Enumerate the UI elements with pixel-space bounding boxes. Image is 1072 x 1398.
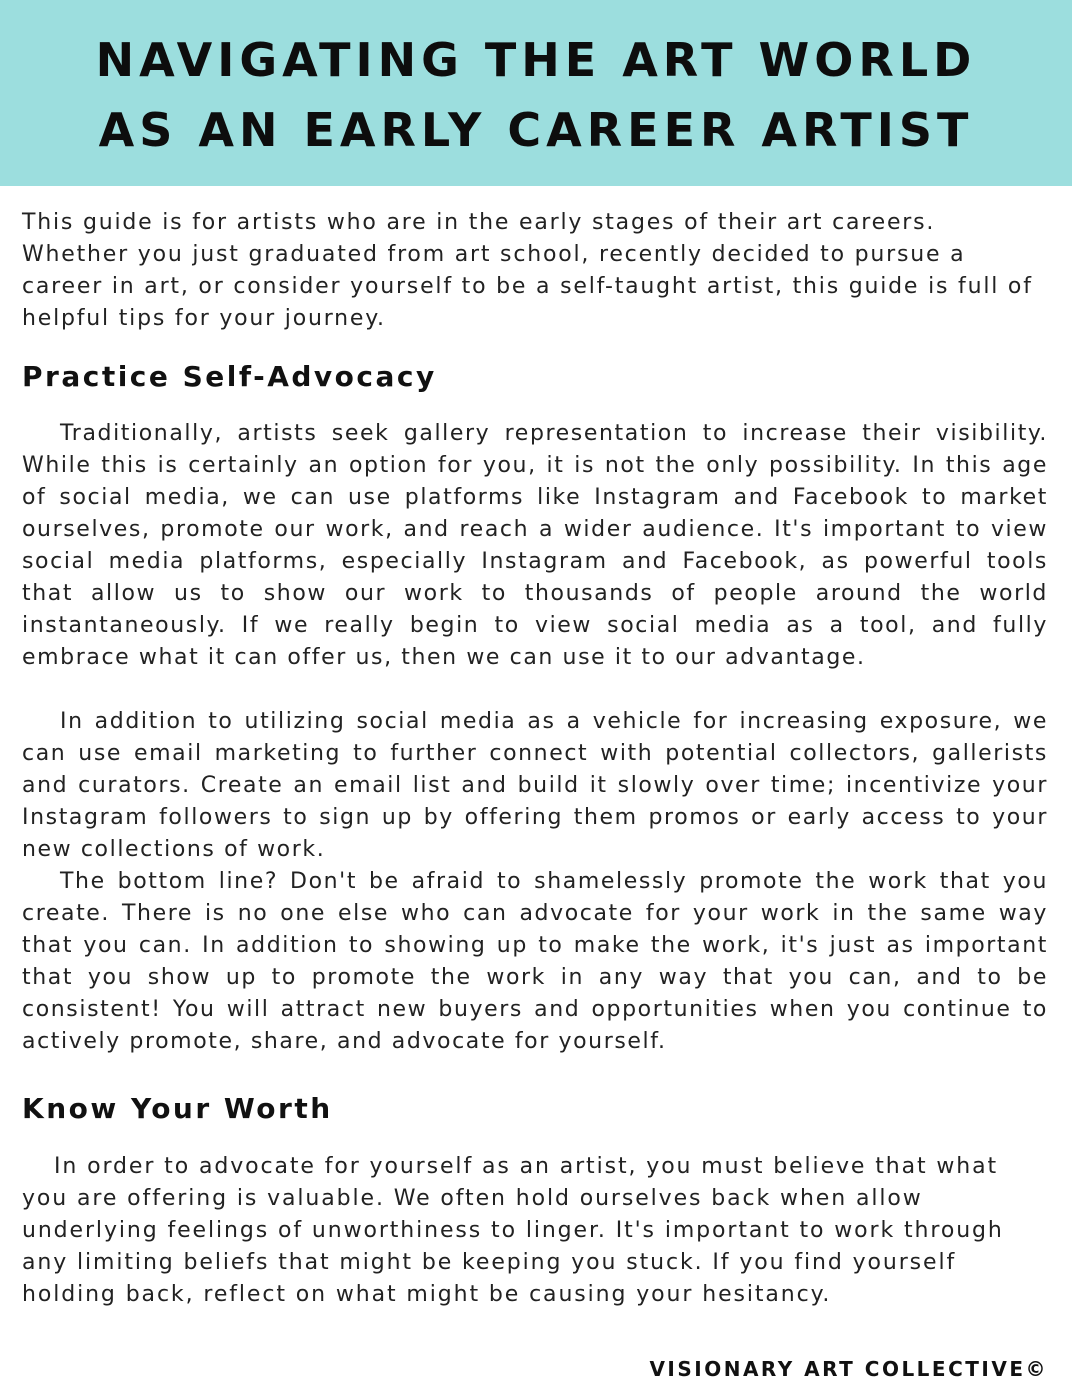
- page-title-line-2: AS AN EARLY CAREER ARTIST: [98, 103, 974, 157]
- footer-brand: VISIONARY ART COLLECTIVE©: [649, 1357, 1048, 1381]
- page-title-line-1: NAVIGATING THE ART WORLD: [95, 33, 977, 87]
- section-heading-self-advocacy: Practice Self-Advocacy: [22, 360, 437, 393]
- self-advocacy-paragraph-2: In addition to utilizing social media as a vehicle for increasing exposure, we can use email marketing to further connect with potential collectors, gallerists and curators. Create an email list and build it slowly over time; incentivize your Instagram followers to sign up by offering them promos or early access to your new collections of work.: [22, 709, 1048, 862]
- know-your-worth-paragraph: In order to advocate for yourself as an artist, you must believe that what you are offering is valuable. We often hold ourselves back when allow underlying feelings of unworthiness to linger. It's important to work through any limiting beliefs that might be keeping you stuck. If you find yourself holding back, reflect on what might be causing your hesitancy.: [22, 1154, 1004, 1307]
- self-advocacy-paragraph-3: The bottom line? Don't be afraid to shamelessly promote the work that you create. There is no one else who can advocate for your work in the same way that you can. In addition to showing up to make the work, it's just as important that you show up to promote the work in any way that you can, and to be consistent! You will attract new buyers and opportunities when you continue to actively promote, share, and advocate for yourself.: [22, 869, 1048, 1054]
- intro-paragraph: This guide is for artists who are in the early stages of their art careers. Whether you just graduated from art school, recently decided to pursue a career in art, or consider yourself to be a self-taught artist, this guide is full of helpful tips for your journey.: [22, 210, 1033, 331]
- title-banner: [0, 0, 1072, 186]
- section-heading-know-your-worth: Know Your Worth: [22, 1092, 333, 1125]
- self-advocacy-paragraph-1: Traditionally, artists seek gallery representation to increase their visibility. While this is certainly an option for you, it is not the only possibility. In this age of social media, we can use platforms like Instagram and Facebook to market ourselves, promote our work, and reach a wider audience. It's important to view social media platforms, especially Instagram and Facebook, as powerful tools that allow us to show our work to thousands of people around the world instantaneously. If we really begin to view social media as a tool, and fully embrace what it can offer us, then we can use it to our advantage.: [22, 421, 1048, 670]
